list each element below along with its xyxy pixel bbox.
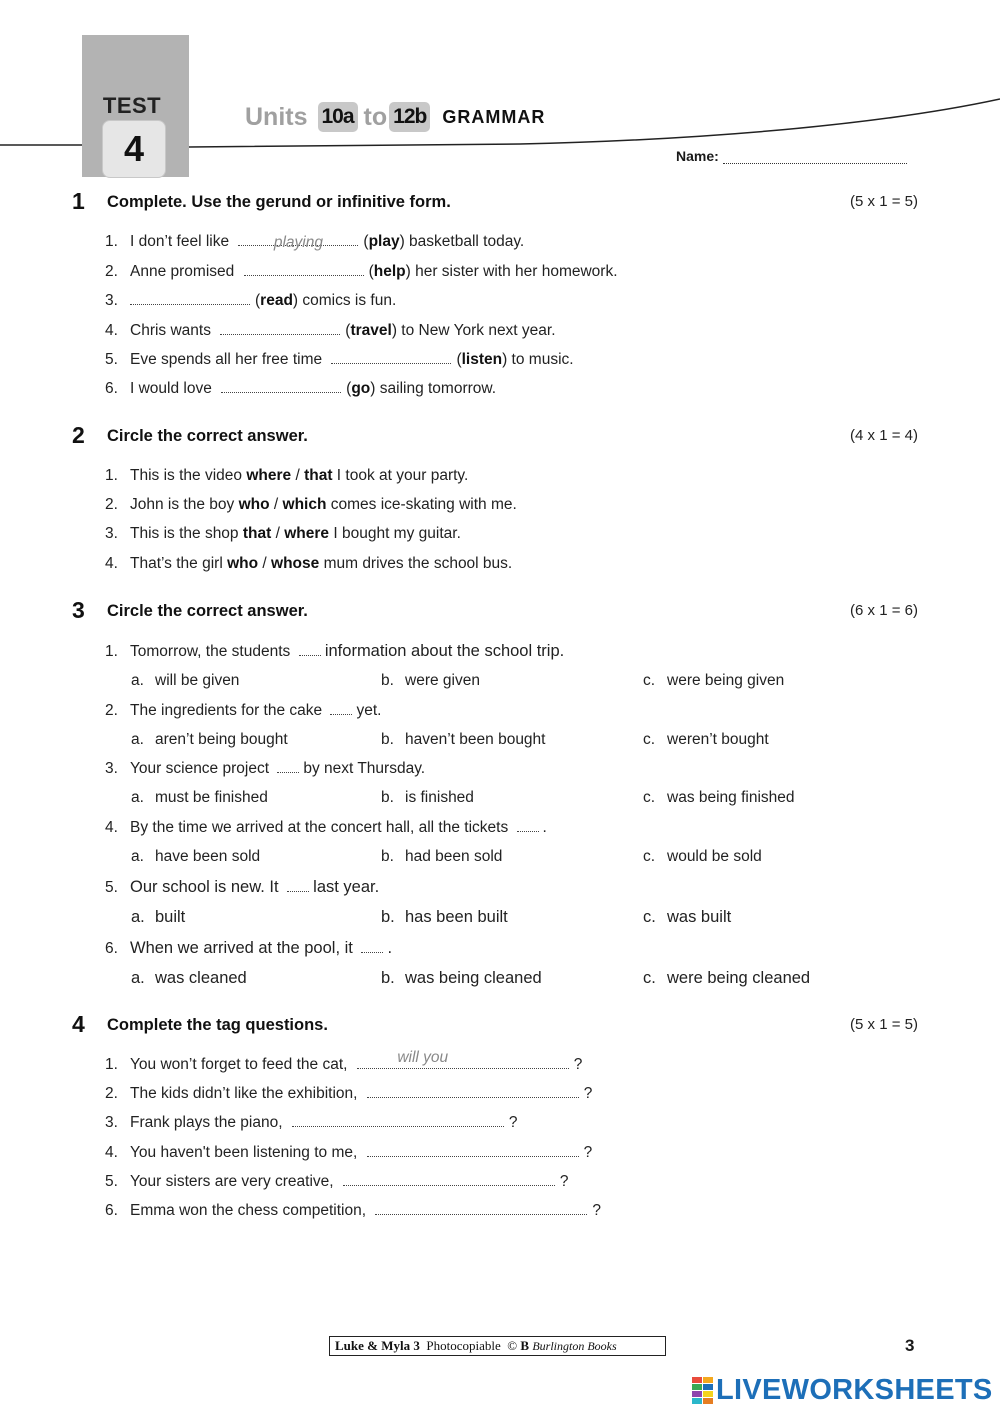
section-score: (5 x 1 = 5) — [850, 193, 918, 210]
item-text-before: John is the boy — [130, 496, 235, 513]
choice-option-1[interactable]: who — [227, 555, 259, 572]
item-text-before: Anne promised — [130, 263, 235, 280]
section-score: (5 x 1 = 5) — [850, 1016, 918, 1033]
item-text-before: Frank plays the piano, — [130, 1114, 283, 1131]
logo-color-block — [692, 1384, 702, 1390]
option-b[interactable] — [381, 787, 474, 809]
option-text: built — [155, 908, 186, 926]
option-text: was built — [667, 908, 732, 926]
item-text-after: ? — [508, 1114, 518, 1131]
s4-item-4 — [105, 1142, 592, 1164]
option-letter: a. — [131, 848, 144, 865]
item-text-before: The kids didn’t like the exhibition, — [130, 1085, 358, 1102]
option-a[interactable] — [131, 670, 239, 692]
option-text: were being given — [667, 672, 785, 689]
s3-item-5 — [105, 876, 379, 898]
option-a[interactable] — [131, 967, 247, 989]
photocopiable-label: Photocopiable — [426, 1338, 501, 1353]
choice-option-2[interactable]: that — [304, 467, 333, 484]
item-number: 3. — [105, 1114, 118, 1131]
item-text-after: ? — [592, 1202, 601, 1219]
item-number: 2. — [105, 1085, 118, 1102]
section-number: 3 — [72, 597, 85, 623]
verb-prompt: help — [373, 263, 406, 280]
logo-color-block — [692, 1391, 702, 1397]
item-text-after: ) sailing tomorrow. — [370, 380, 497, 397]
item-number: 2. — [105, 496, 118, 513]
section-1-header — [72, 188, 918, 216]
option-b[interactable] — [381, 670, 480, 692]
option-a[interactable] — [131, 906, 185, 928]
option-text: would be sold — [667, 848, 762, 865]
publisher-logo-icon: B — [520, 1338, 530, 1353]
s1-item-6: 6. I would love (go) sailing tomorrow. — [105, 378, 496, 400]
option-letter: c. — [643, 789, 656, 806]
units-word: Units — [245, 102, 308, 131]
item-text-after: ? — [573, 1056, 583, 1073]
option-c[interactable] — [643, 787, 795, 809]
liveworksheets-icon — [692, 1377, 714, 1405]
option-a[interactable] — [131, 846, 260, 868]
item-text-before: By the time we arrived at the concert hall, all the tickets — [130, 819, 509, 836]
filled-answer: playing — [273, 234, 323, 251]
choice-option-2[interactable]: where — [284, 525, 330, 542]
s1-item-2: 2. Anne promised (help) her sister with her homework. — [105, 261, 618, 283]
section-3-header — [72, 597, 918, 625]
option-letter: a. — [131, 789, 144, 806]
s1-item-4: 4. Chris wants (travel) to New York next year. — [105, 320, 556, 342]
s3-item-6 — [105, 937, 392, 959]
name-label: Name: — [676, 148, 719, 164]
item-text-before: Chris wants — [130, 322, 211, 339]
name-input-line[interactable] — [723, 152, 907, 164]
choice-separator: / — [273, 496, 279, 513]
answer-blank — [361, 939, 383, 953]
option-letter: b. — [381, 848, 394, 865]
option-letter: c. — [643, 908, 656, 926]
choice-option-1[interactable]: that — [242, 525, 272, 542]
item-text-after: information about the school trip. — [324, 642, 565, 660]
section-score: (6 x 1 = 6) — [850, 602, 918, 619]
section-title: Complete the tag questions. — [107, 1016, 328, 1034]
s2-item-1 — [105, 465, 468, 487]
item-text-before: You haven't been listening to me, — [130, 1144, 358, 1161]
item-text-before: This is the video — [130, 467, 242, 484]
section-number: 2 — [72, 422, 85, 448]
item-text-after: mum drives the school bus. — [323, 555, 513, 572]
item-text-before: I would love — [130, 380, 212, 397]
item-number: 6. — [105, 1202, 118, 1219]
unit-from-chip: 10a — [318, 102, 358, 132]
item-text-before: This is the shop — [130, 525, 239, 542]
section-number: 1 — [72, 188, 85, 214]
answer-blank — [299, 642, 321, 656]
option-letter: c. — [643, 731, 656, 748]
item-text-before: You won’t forget to feed the cat, — [130, 1056, 348, 1073]
item-text-after: ? — [583, 1085, 593, 1102]
to-word: to — [363, 102, 388, 131]
item-text-after: I bought my guitar. — [333, 525, 461, 542]
verb-prompt: go — [351, 380, 371, 397]
logo-color-block — [703, 1398, 713, 1404]
topic-label: GRAMMAR — [442, 106, 546, 127]
item-text-after: ) her sister with her homework. — [405, 263, 618, 280]
option-text: aren’t being bought — [155, 731, 288, 748]
s3-item-3 — [105, 758, 425, 780]
verb-prompt: play — [368, 233, 400, 250]
option-text: have been sold — [155, 848, 261, 865]
answer-blank — [277, 759, 299, 773]
option-letter: b. — [381, 908, 395, 926]
option-letter: b. — [381, 789, 394, 806]
verb-prompt: listen — [461, 351, 503, 368]
item-number: 1. — [105, 467, 118, 484]
s1-item-1: 1. I don’t feel like playing (play) basketball today. — [105, 233, 525, 251]
answer-blank — [330, 701, 352, 715]
option-c[interactable] — [643, 729, 769, 751]
item-text-before: The ingredients for the cake — [130, 702, 323, 719]
option-text: was being finished — [667, 789, 795, 806]
answer-blank[interactable] — [220, 321, 340, 335]
item-text-after: ) to New York next year. — [391, 322, 556, 339]
answer-blank[interactable] — [375, 1201, 587, 1215]
option-c[interactable] — [643, 967, 810, 989]
item-text-after: . — [542, 819, 547, 836]
option-text: had been sold — [405, 848, 503, 865]
section-4-header — [72, 1011, 918, 1039]
item-number: 6. — [105, 380, 118, 397]
choice-separator: / — [295, 467, 300, 484]
verb-prompt: travel — [350, 322, 392, 339]
answer-blank[interactable] — [367, 1084, 579, 1098]
option-text: were given — [405, 672, 480, 689]
item-text-before: Our school is new. It — [130, 878, 279, 896]
answer-blank[interactable] — [331, 350, 451, 364]
copyright-symbol: © — [507, 1338, 518, 1353]
option-b[interactable] — [381, 906, 508, 928]
s1-item-3: 3. (read) comics is fun. — [105, 290, 396, 312]
item-text-before: Your sisters are very creative, — [130, 1173, 334, 1190]
section-title: Circle the correct answer. — [107, 602, 308, 620]
name-field[interactable] — [676, 148, 907, 164]
s3-item-4 — [105, 817, 547, 839]
option-c[interactable] — [643, 906, 731, 928]
item-number: 1. — [105, 233, 118, 250]
section-title: Complete. Use the gerund or infinitive form. — [107, 193, 451, 211]
item-number: 3. — [105, 760, 118, 777]
item-text-after: I took at your party. — [336, 467, 469, 484]
option-text: will be given — [155, 672, 240, 689]
item-text-before: Emma won the chess competition, — [130, 1202, 367, 1219]
item-text-after: comes ice-skating with me. — [330, 496, 517, 513]
option-text: has been built — [405, 908, 508, 926]
option-c[interactable] — [643, 846, 762, 868]
filled-answer: will you — [397, 1049, 449, 1066]
option-letter: b. — [381, 969, 395, 987]
s4-item-1 — [105, 1049, 583, 1076]
s3-item-1 — [105, 640, 564, 662]
choice-separator: / — [275, 525, 280, 542]
s4-item-5 — [105, 1171, 569, 1193]
answer-blank[interactable] — [238, 232, 358, 251]
item-text-after: last year. — [313, 878, 380, 896]
item-text-before: I don’t feel like — [130, 233, 230, 250]
item-text-before: Eve spends all her free time — [130, 351, 323, 368]
answer-blank[interactable] — [221, 379, 341, 393]
option-c[interactable] — [643, 670, 784, 692]
option-letter: a. — [131, 672, 144, 689]
option-letter: a. — [131, 969, 145, 987]
answer-blank — [517, 818, 539, 832]
option-b[interactable] — [381, 846, 502, 868]
item-number: 3. — [105, 525, 118, 542]
item-number: 4. — [105, 819, 118, 836]
answer-blank[interactable] — [367, 1143, 579, 1157]
item-number: 5. — [105, 351, 118, 368]
option-text: weren’t bought — [667, 731, 769, 748]
item-text-before: Your science project — [130, 760, 270, 777]
footer-credit — [329, 1336, 666, 1356]
choice-option-2[interactable]: whose — [271, 555, 320, 572]
option-text: must be finished — [155, 789, 268, 806]
answer-blank[interactable] — [357, 1049, 569, 1069]
verb-prompt: read — [260, 292, 293, 309]
s1-item-5: 5. Eve spends all her free time (listen) to music. — [105, 349, 574, 371]
answer-blank[interactable] — [244, 262, 364, 276]
logo-color-block — [703, 1384, 713, 1390]
choice-option-2[interactable]: which — [282, 496, 327, 513]
item-text-after: ? — [559, 1173, 569, 1190]
item-text-after: ) to music. — [502, 351, 574, 368]
option-text: was being cleaned — [405, 969, 542, 987]
item-number: 5. — [105, 879, 118, 896]
option-b[interactable] — [381, 967, 542, 989]
item-number: 1. — [105, 643, 118, 660]
item-text-before: When we arrived at the pool, it — [130, 939, 353, 957]
publisher-name: Burlington Books — [532, 1339, 617, 1353]
s2-item-4 — [105, 553, 512, 575]
page-number: 3 — [905, 1336, 915, 1355]
s4-item-6 — [105, 1200, 601, 1222]
section-title: Circle the correct answer. — [107, 427, 308, 445]
answer-blank[interactable] — [343, 1172, 555, 1186]
test-label: TEST — [102, 93, 162, 118]
item-text-before: That’s the girl — [130, 555, 223, 572]
section-number: 4 — [72, 1011, 85, 1037]
test-number: 4 — [102, 120, 166, 178]
option-text: is finished — [405, 789, 474, 806]
item-number: 3. — [105, 292, 118, 309]
option-b[interactable] — [381, 729, 545, 751]
answer-blank — [287, 878, 309, 892]
item-number: 6. — [105, 940, 118, 957]
item-text-after: . — [387, 939, 393, 957]
item-text-before: Tomorrow, the students — [130, 643, 291, 660]
item-text-after: ? — [583, 1144, 593, 1161]
item-number: 4. — [105, 322, 118, 339]
option-text: haven’t been bought — [405, 731, 546, 748]
section-2-header — [72, 422, 918, 450]
option-letter: a. — [131, 731, 144, 748]
unit-to-chip: 12b — [389, 102, 430, 132]
item-number: 2. — [105, 263, 118, 280]
s2-item-2 — [105, 494, 517, 516]
choice-option-1[interactable]: where — [246, 467, 292, 484]
option-letter: a. — [131, 908, 145, 926]
s3-item-2 — [105, 700, 381, 722]
option-a[interactable] — [131, 729, 288, 751]
logo-color-block — [692, 1398, 702, 1404]
option-text: was cleaned — [155, 969, 247, 987]
s4-item-2 — [105, 1083, 592, 1105]
option-letter: c. — [643, 848, 656, 865]
book-title: Luke & Myla 3 — [335, 1338, 420, 1353]
choice-separator: / — [262, 555, 267, 572]
option-text: were being cleaned — [667, 969, 811, 987]
answer-blank[interactable] — [292, 1113, 504, 1127]
logo-color-block — [703, 1377, 713, 1383]
section-score: (4 x 1 = 4) — [850, 427, 918, 444]
logo-color-block — [692, 1377, 702, 1383]
item-text-after: ) comics is fun. — [292, 292, 397, 309]
option-letter: c. — [643, 969, 656, 987]
option-a[interactable] — [131, 787, 268, 809]
choice-option-1[interactable]: who — [238, 496, 270, 513]
item-number: 4. — [105, 1144, 118, 1161]
item-number: 2. — [105, 702, 118, 719]
option-letter: b. — [381, 731, 394, 748]
liveworksheets-logo[interactable] — [692, 1374, 993, 1407]
item-text-after: yet. — [356, 702, 382, 719]
item-number: 4. — [105, 555, 118, 572]
item-text-after: ) basketball today. — [399, 233, 525, 250]
item-number: 5. — [105, 1173, 118, 1190]
option-letter: b. — [381, 672, 394, 689]
option-letter: c. — [643, 672, 656, 689]
logo-color-block — [703, 1391, 713, 1397]
item-number: 1. — [105, 1056, 118, 1073]
s2-item-3 — [105, 523, 461, 545]
units-heading — [245, 97, 545, 137]
s4-item-3 — [105, 1112, 517, 1134]
answer-blank[interactable] — [130, 291, 250, 305]
liveworksheets-text: LIVEWORKSHEETS — [716, 1374, 993, 1406]
item-text-after: by next Thursday. — [303, 760, 426, 777]
